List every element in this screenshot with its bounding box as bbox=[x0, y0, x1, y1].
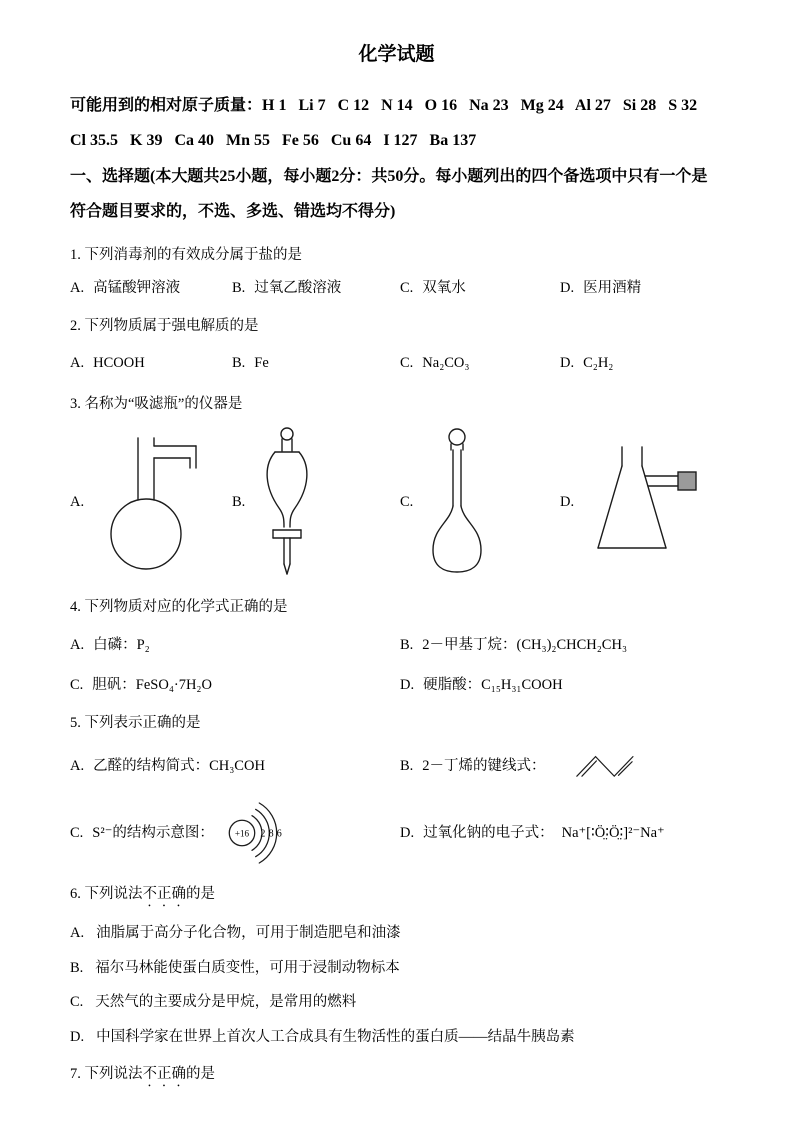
question-4-stem: 4. 下列物质对应的化学式正确的是 bbox=[70, 599, 288, 616]
q2-option-c bbox=[400, 352, 560, 374]
question-4-row-1 bbox=[70, 634, 723, 656]
q3-option-d bbox=[560, 442, 723, 562]
stem-text: 的是 bbox=[186, 1066, 215, 1083]
option-text: 油脂属于高分子化合物，可用于制造肥皂和油漆 bbox=[96, 925, 401, 942]
question-4 bbox=[70, 596, 723, 696]
option-label: A. bbox=[70, 636, 85, 653]
stem-text: 的是 bbox=[186, 886, 215, 903]
option-text: Fe bbox=[254, 355, 269, 372]
question-3 bbox=[70, 393, 723, 581]
option-text: S²⁻的结构示意图： bbox=[92, 824, 214, 841]
q3-option-c bbox=[400, 428, 560, 576]
option-text: 硬脂酸：C₁₅H₃₁COOH bbox=[423, 677, 563, 694]
option-text: 福尔马林能使蛋白质变性，可用于浸制动物标本 bbox=[95, 959, 400, 976]
q6-option-b bbox=[70, 957, 723, 979]
option-label: D. bbox=[560, 280, 575, 297]
q6-option-a bbox=[70, 922, 723, 944]
question-4-row-2 bbox=[70, 674, 723, 696]
option-label: A. bbox=[70, 757, 85, 774]
question-1 bbox=[70, 244, 723, 300]
option-text: C₂H₂ bbox=[583, 355, 614, 372]
question-5-row-2 bbox=[70, 801, 723, 865]
volumetric-flask-image bbox=[425, 428, 489, 576]
nucleus-charge-label: +16 bbox=[234, 828, 249, 839]
q4-option-b bbox=[400, 634, 723, 656]
question-1-options bbox=[70, 277, 723, 299]
option-label: C. bbox=[400, 355, 414, 372]
option-text: 乙醛的结构简式：CH₃COH bbox=[93, 757, 265, 774]
page-title: 化学试题 bbox=[358, 44, 435, 65]
atomic-structure-diagram-image bbox=[222, 801, 322, 865]
question-3-stem: 3. 名称为“吸滤瓶”的仪器是 bbox=[70, 395, 243, 412]
atomic-masses-line: 可能用到的相对原子质量：H 1 Li 7 C 12 N 14 O 16 Na 23 Mg 24 Al 27 Si 28 S 32 Cl 35.5 K 39 Ca 40 Mn 55 Fe 56 Cu 64 I 127 Ba 137 bbox=[70, 97, 710, 149]
option-label: D. bbox=[70, 1028, 85, 1045]
option-label: B. bbox=[232, 355, 246, 372]
stem-emphasized-text: 不正确 bbox=[142, 886, 186, 903]
q3-option-a bbox=[70, 432, 232, 572]
q1-option-d bbox=[560, 277, 723, 299]
option-label: A. bbox=[70, 355, 85, 372]
q4-option-a bbox=[70, 634, 400, 656]
stem-text: 6. 下列说法 bbox=[70, 886, 143, 903]
option-label: B. bbox=[70, 959, 84, 976]
option-text: 中国科学家在世界上首次人工合成具有生物活性的蛋白质——结晶牛胰岛素 bbox=[96, 1028, 575, 1045]
option-text: 过氧乙酸溶液 bbox=[254, 280, 342, 297]
question-5-stem: 5. 下列表示正确的是 bbox=[70, 714, 201, 731]
stem-emphasized-text: 不正确 bbox=[142, 1066, 186, 1083]
option-label: C. bbox=[70, 677, 84, 694]
question-7 bbox=[70, 1063, 723, 1090]
q5-option-c bbox=[70, 801, 400, 865]
option-label: B. bbox=[232, 494, 246, 511]
option-text: 2－丁烯的键线式： bbox=[422, 757, 546, 774]
q3-option-b bbox=[232, 426, 400, 578]
q4-option-d bbox=[400, 674, 723, 696]
option-label: B. bbox=[232, 280, 246, 297]
question-7-stem bbox=[70, 1063, 723, 1090]
option-text: 医用酒精 bbox=[583, 280, 642, 297]
option-text: 高锰酸钾溶液 bbox=[93, 280, 181, 297]
q1-option-a bbox=[70, 277, 232, 299]
option-text: 天然气的主要成分是甲烷，是常用的燃料 bbox=[95, 994, 357, 1011]
electron-formula: Na⁺[∶Ö̤∶Ö̤∶]²⁻Na⁺ bbox=[561, 824, 665, 841]
option-text: 过氧化钠的电子式： bbox=[423, 824, 554, 841]
question-6-stem bbox=[70, 883, 723, 910]
option-label: D. bbox=[400, 824, 415, 841]
option-label: C. bbox=[400, 494, 414, 511]
shell-2-count: 8 bbox=[268, 828, 274, 840]
option-label: C. bbox=[70, 824, 84, 841]
question-5 bbox=[70, 712, 723, 865]
option-label: A. bbox=[70, 494, 85, 511]
shell-3-count: 6 bbox=[276, 828, 282, 840]
section-header: 一、选择题(本大题共25小题，每小题2分：共50分。每小题列出的四个备选项中只有一个是符合题目要求的，不选、多选、错选均不得分) bbox=[70, 168, 708, 220]
option-text: 白磷：P₂ bbox=[93, 636, 150, 653]
q1-option-c bbox=[400, 277, 560, 299]
option-label: C. bbox=[70, 994, 84, 1011]
q1-option-b bbox=[232, 277, 400, 299]
question-2 bbox=[70, 315, 723, 375]
q2-option-b bbox=[232, 352, 400, 374]
stem-text: 7. 下列说法 bbox=[70, 1066, 143, 1083]
q6-option-d bbox=[70, 1026, 723, 1048]
shell-1-count: 2 bbox=[260, 828, 266, 840]
q4-option-c bbox=[70, 674, 400, 696]
option-text: HCOOH bbox=[93, 355, 145, 372]
q5-option-d bbox=[400, 822, 723, 844]
option-text: 2－甲基丁烷：(CH₃)₂CHCH₂CH₃ bbox=[422, 636, 627, 653]
q5-option-a bbox=[70, 755, 400, 777]
option-text: 胆矾：FeSO₄·7H₂O bbox=[92, 677, 212, 694]
q6-option-c bbox=[70, 991, 723, 1013]
q5-option-b bbox=[400, 749, 723, 783]
option-label: B. bbox=[400, 757, 414, 774]
question-2-options bbox=[70, 352, 723, 374]
option-label: D. bbox=[560, 355, 575, 372]
q2-option-d bbox=[560, 352, 723, 374]
option-label: D. bbox=[560, 494, 575, 511]
option-label: D. bbox=[400, 677, 415, 694]
question-1-stem: 1. 下列消毒剂的有效成分属于盐的是 bbox=[70, 247, 302, 263]
question-6 bbox=[70, 883, 723, 1048]
bond-line-structure-image bbox=[568, 749, 652, 783]
option-text: 双氧水 bbox=[422, 280, 466, 297]
question-5-row-1 bbox=[70, 749, 723, 783]
question-3-options bbox=[70, 423, 723, 581]
q2-option-a bbox=[70, 352, 232, 374]
option-label: C. bbox=[400, 280, 414, 297]
distilling-flask-image bbox=[96, 432, 211, 572]
separating-funnel-image bbox=[257, 426, 317, 578]
question-2-stem: 2. 下列物质属于强电解质的是 bbox=[70, 317, 259, 334]
option-label: B. bbox=[400, 636, 414, 653]
option-label: A. bbox=[70, 280, 85, 297]
option-label: A. bbox=[70, 925, 85, 942]
filter-flask-image bbox=[586, 442, 710, 562]
option-text: Na₂CO₃ bbox=[422, 355, 470, 372]
